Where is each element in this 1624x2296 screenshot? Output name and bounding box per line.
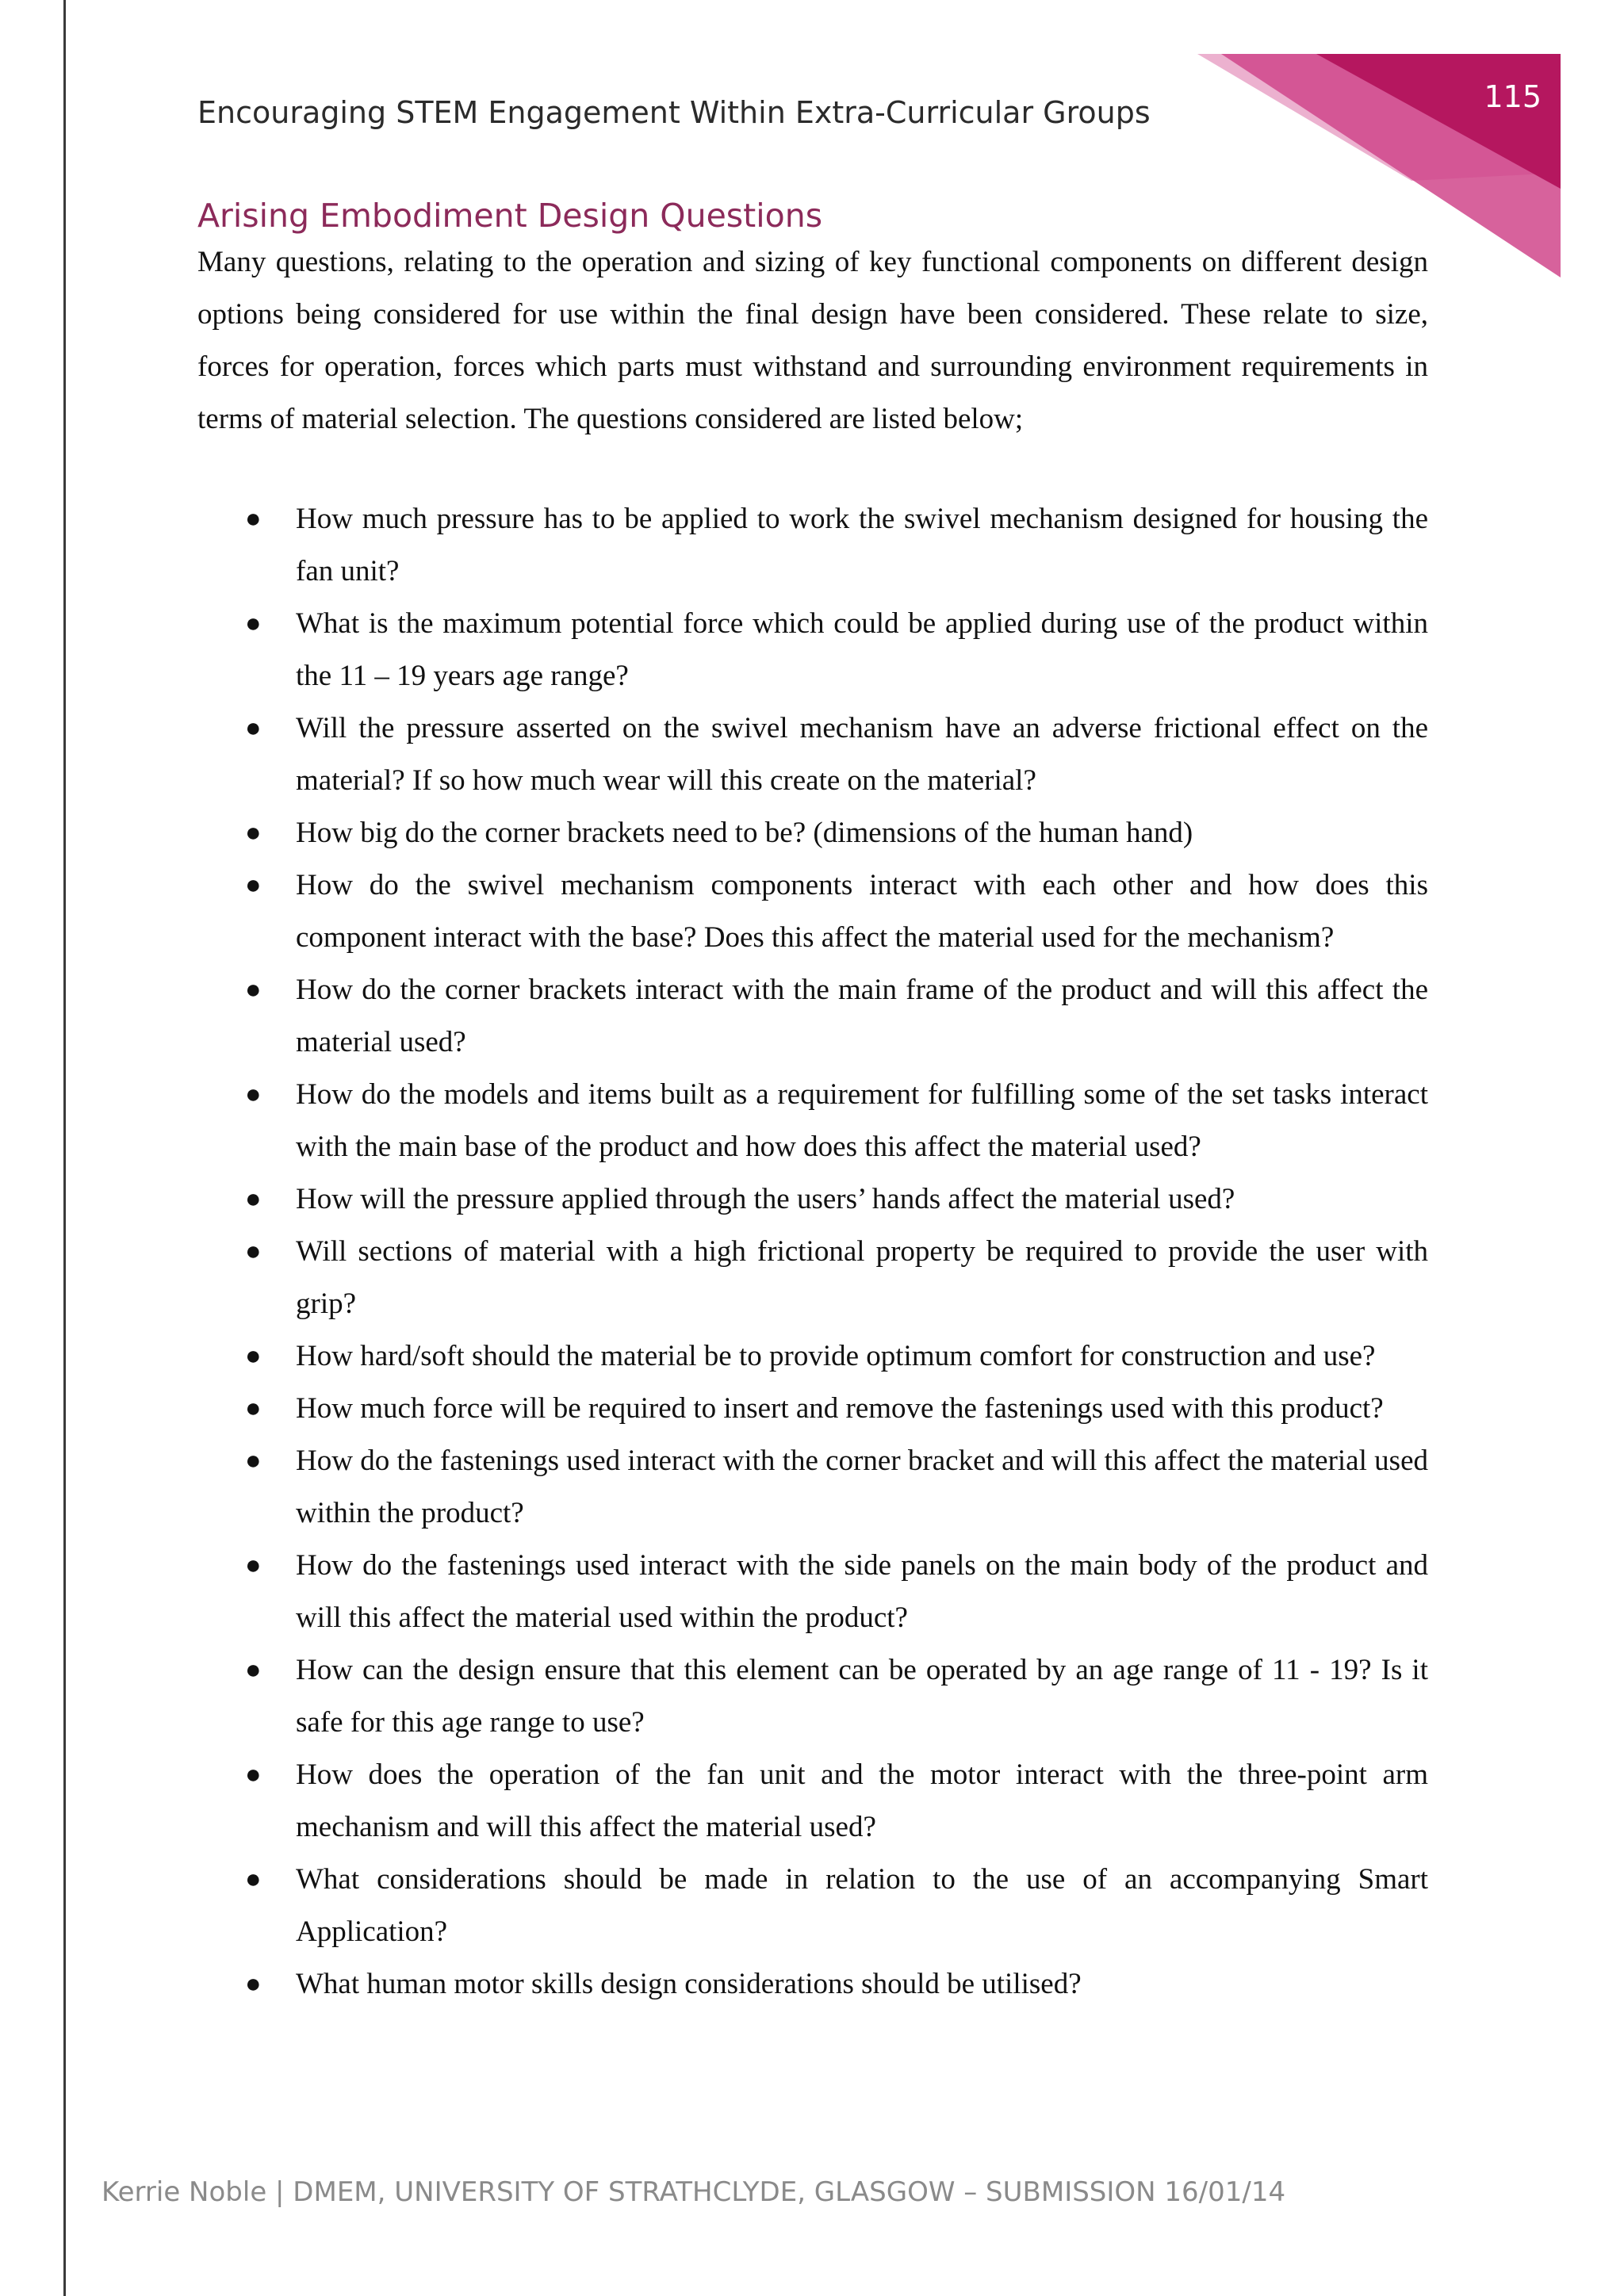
bullet-icon: ● — [245, 975, 262, 1004]
bullet-icon: ● — [245, 1969, 262, 1999]
bullet-icon: ● — [245, 1394, 262, 1423]
list-item — [197, 1226, 1428, 1330]
running-header: Encouraging STEM Engagement Within Extra-Curricular Groups — [197, 95, 1151, 130]
question-text: What considerations should be made in relation to the use of an accompanying Smart Application? — [296, 1863, 1428, 1948]
bullet-icon: ● — [245, 1080, 262, 1109]
bullet-icon: ● — [245, 818, 262, 848]
intro-paragraph: Many questions, relating to the operation and sizing of key functional components on different design options being considered for use within the final design have been considered. These relate to size, forces for operation, forces which parts must withstand and surrounding environment requirements in terms of material selection. The questions considered are listed below; — [197, 246, 1428, 435]
question-text: How does the operation of the fan unit and the motor interact with the three-point arm mechanism and will this affect the material used? — [296, 1758, 1428, 1843]
list-item — [197, 1958, 1428, 2011]
question-text: How do the corner brackets interact with the main frame of the product and will this affect the material used? — [296, 974, 1428, 1058]
list-item — [197, 807, 1428, 859]
question-text: How big do the corner brackets need to be? (dimensions of the human hand) — [296, 817, 1193, 849]
list-item — [197, 598, 1428, 702]
bullet-icon: ● — [245, 1184, 262, 1214]
list-item — [197, 964, 1428, 1069]
bullet-icon: ● — [245, 609, 262, 638]
question-text: How hard/soft should the material be to provide optimum comfort for construction and use? — [296, 1340, 1376, 1372]
page-number: 115 — [1484, 79, 1542, 114]
bullet-icon: ● — [245, 1655, 262, 1685]
question-text: What is the maximum potential force which could be applied during use of the product within the 11 – 19 years age range? — [296, 607, 1428, 692]
question-text: Will sections of material with a high frictional property be required to provide the user with grip? — [296, 1235, 1428, 1320]
page-footer: Kerrie Noble | DMEM, UNIVERSITY OF STRATHCLYDE, GLASGOW – SUBMISSION 16/01/14 — [102, 2176, 1286, 2208]
question-list — [197, 493, 1428, 2011]
bullet-icon: ● — [245, 504, 262, 534]
bullet-icon: ● — [245, 1237, 262, 1266]
list-item — [197, 1435, 1428, 1540]
question-text: How do the models and items built as a requirement for fulfilling some of the set tasks interact with the main base of the product and how does this affect the material used? — [296, 1078, 1428, 1163]
question-text: How do the swivel mechanism components interact with each other and how does this component interact with the base? Does this affect the material used for the mechanism? — [296, 869, 1428, 954]
question-text: How much pressure has to be applied to work the swivel mechanism designed for housing the fan unit? — [296, 503, 1428, 587]
bullet-icon: ● — [245, 1865, 262, 1894]
list-item — [197, 859, 1428, 964]
bullet-icon: ● — [245, 1551, 262, 1580]
question-text: Will the pressure asserted on the swivel mechanism have an adverse frictional effect on the material? If so how much wear will this create on the material? — [296, 712, 1428, 797]
list-item — [197, 1330, 1428, 1383]
question-text: What human motor skills design considerations should be utilised? — [296, 1968, 1082, 2000]
bullet-icon: ● — [245, 871, 262, 900]
section-heading: Arising Embodiment Design Questions — [197, 197, 823, 235]
question-text: How do the fastenings used interact with the corner bracket and will this affect the material used within the product? — [296, 1445, 1428, 1529]
question-text: How much force will be required to insert and remove the fastenings used with this product? — [296, 1392, 1384, 1425]
list-item — [197, 1854, 1428, 1958]
bullet-icon: ● — [245, 1446, 262, 1475]
bullet-icon: ● — [245, 1760, 262, 1789]
bullet-icon: ● — [245, 714, 262, 743]
list-item — [197, 1644, 1428, 1749]
list-item — [197, 702, 1428, 807]
list-item — [197, 1383, 1428, 1435]
list-item — [197, 1749, 1428, 1854]
question-text: How will the pressure applied through the users’ hands affect the material used? — [296, 1183, 1235, 1215]
list-item — [197, 1540, 1428, 1644]
bullet-icon: ● — [245, 1341, 262, 1371]
list-item — [197, 1069, 1428, 1173]
question-text: How do the fastenings used interact with the side panels on the main body of the product and will this affect the material used within the product? — [296, 1549, 1428, 1634]
page-margin-rule — [63, 0, 66, 2296]
list-item — [197, 493, 1428, 598]
list-item — [197, 1173, 1428, 1226]
question-text: How can the design ensure that this element can be operated by an age range of 11 - 19? Is it safe for this age range to use? — [296, 1654, 1428, 1739]
